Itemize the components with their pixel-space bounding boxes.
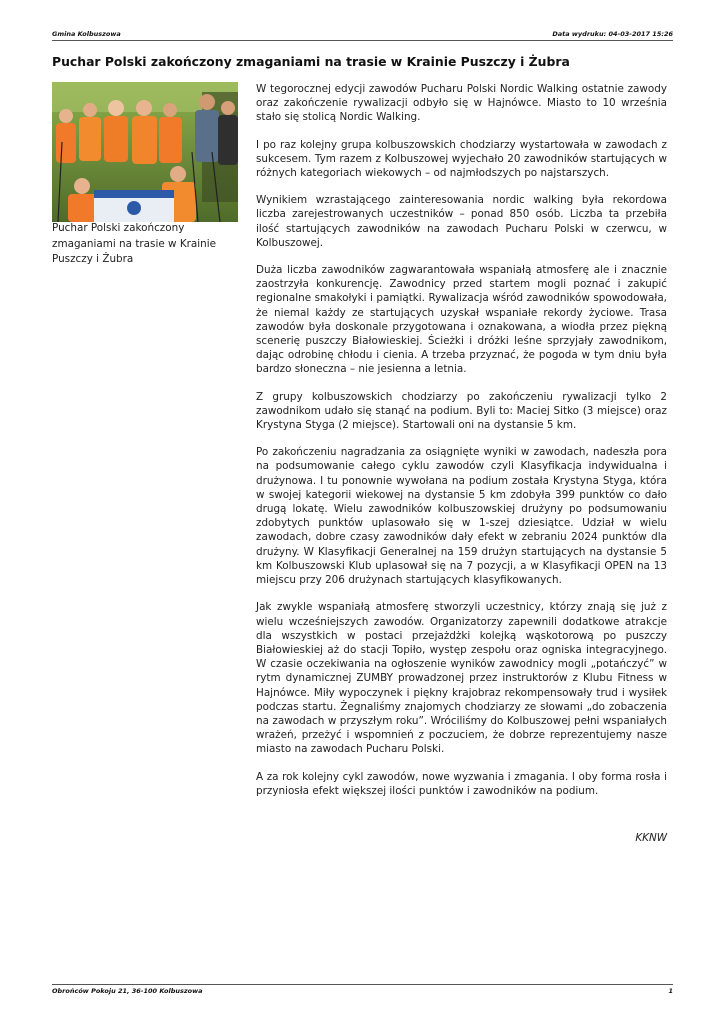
article-title: Puchar Polski zakończony zmaganiami na trasie w Krainie Puszczy i Żubra [52,54,570,69]
header-print-date: Data wydruku: 04-03-2017 15:26 [552,30,673,38]
footer-page-number: 1 [668,987,673,995]
article-signature: KKNW [635,832,667,844]
article-paragraph: Jak zwykle wspaniałą atmosferę stworzyli uczestnicy, którzy znają się już z wielu wcześniejszych zawodów. Organizatorzy zapewnili dodatkowe atrakcje dla wszystkich w postaci przejażdżki kolejką wąskotorową po puszczy Białowieskiej aż do stacji Topiło, występ zespołu oraz ogniska integracyjnego. W czasie oczekiwania na ogłoszenie wyników zawodnicy mogli „potańczyć” w rytm dynamicznej ZUMBY prowadzonej przez instruktorów z Klubu Fitness w Hajnówce. Miły wypoczynek i piękny krajobraz rekompensowały trud i wysiłek podczas startu. Żegnaliśmy znajomych chodziarzy ze słowami „do zobaczenia na zawodach w przyszłym roku”. Wróciliśmy do Kolbuszowej pełni wspaniałych wrażeń, przeżyć i wspomnień z poczuciem, że dobrze reprezentujemy nasze miasto na zawodach Pucharu Polski. [256,601,667,756]
article-paragraph: Po zakończeniu nagradzania za osiągnięte wyniki w zawodach, nadeszła pora na podsumowanie całego cyklu zawodów czyli Klasyfikacja indywidualna i drużynowa. I tu ponownie wywołana na podium została Krystyna Styga, która w swojej kategorii wiekowej na dystansie 5 km zdobyła 399 punktów co dało drugą lokatę. Wielu zawodników kolbuszowskiej drużyny po podsumowaniu zdobytych punktów uplasowało się w 1-szej dziesiątce. Udział w wielu zawodach, dobre czasy zawodników dały efekt w zebraniu 2024 punktów dla drużyny. W Klasyfikacji Generalnej na 159 drużyn startujących na dystansie 5 km Kolbuszowski Klub uplasował się na 7 pozycji, a w Klasyfikacji OPEN na 13 miejscu przy 206 drużynach startujących klasyfikowanych. [256,446,667,587]
article-paragraph: W tegorocznej edycji zawodów Pucharu Polski Nordic Walking ostatnie zawody oraz zakończenie rywalizacji odbyło się w Hajnówce. Miasto to 10 września stało się stolicą Nordic Walking. [256,83,667,124]
page-header [52,30,673,41]
group-photo-image [52,82,238,222]
footer-address: Obrońców Pokoju 21, 36-100 Kolbuszowa [52,987,203,995]
article-paragraph: Duża liczba zawodników zagwarantowała wspaniałą atmosferę ale i znacznie zaostrzyła konkurencję. Zawodnicy przed startem mogli poznać i zakupić regionalne smakołyki i pamiątki. Rywalizacja wśród zawodników spowodowała, że niemal każdy ze startujących uzyskał wspaniałe rekordy życiowe. Trasa zawodów była doskonale przygotowana i oznakowana, a wiodła przez piękną scenerię puszczy Białowieskiej. Ścieżki i dróżki leśne sprzyjały zawodnikom, dając odrobinę chłodu i cienia. A trzeba przyznać, że pogoda w tym dniu była bardzo słoneczna – nie jesienna a letnia. [256,264,667,376]
article-paragraph: Z grupy kolbuszowskich chodziarzy po zakończeniu rywalizacji tylko 2 zawodnikom udało się stanąć na podium. Byli to: Maciej Sitko (3 miejsce) oraz Krystyna Styga (2 miejsce). Startowali oni na dystansie 5 km. [256,390,667,432]
article-body [256,82,667,811]
article-paragraph: A za rok kolejny cykl zawodów, nowe wyzwania i zmagania. I oby forma rosła i przyniosła efekt większej ilości punktów i zawodników na podium. [256,770,667,797]
page-footer [52,984,673,995]
photo-caption: Puchar Polski zakończony zmaganiami na trasie w Krainie Puszczy i Żubra [52,222,217,265]
article-paragraph: I po raz kolejny grupa kolbuszowskich chodziarzy wystartowała w zawodach z sukcesem. Tym razem z Kolbuszowej wyjechało 20 zawodników startujących w różnych kategoriach wiekowych – od najmłodszych po najstarszych. [256,138,667,180]
article-photo [52,82,238,222]
header-municipality: Gmina Kolbuszowa [52,30,121,38]
article-paragraph: Wynikiem wzrastającego zainteresowania nordic walking była rekordowa liczba zarejestrowanych uczestników – ponad 850 osób. Liczba ta przebiła ilość startujących zawodników na zawodach Pucharu Polski w czerwcu, w Kolbuszowej. [256,194,667,249]
